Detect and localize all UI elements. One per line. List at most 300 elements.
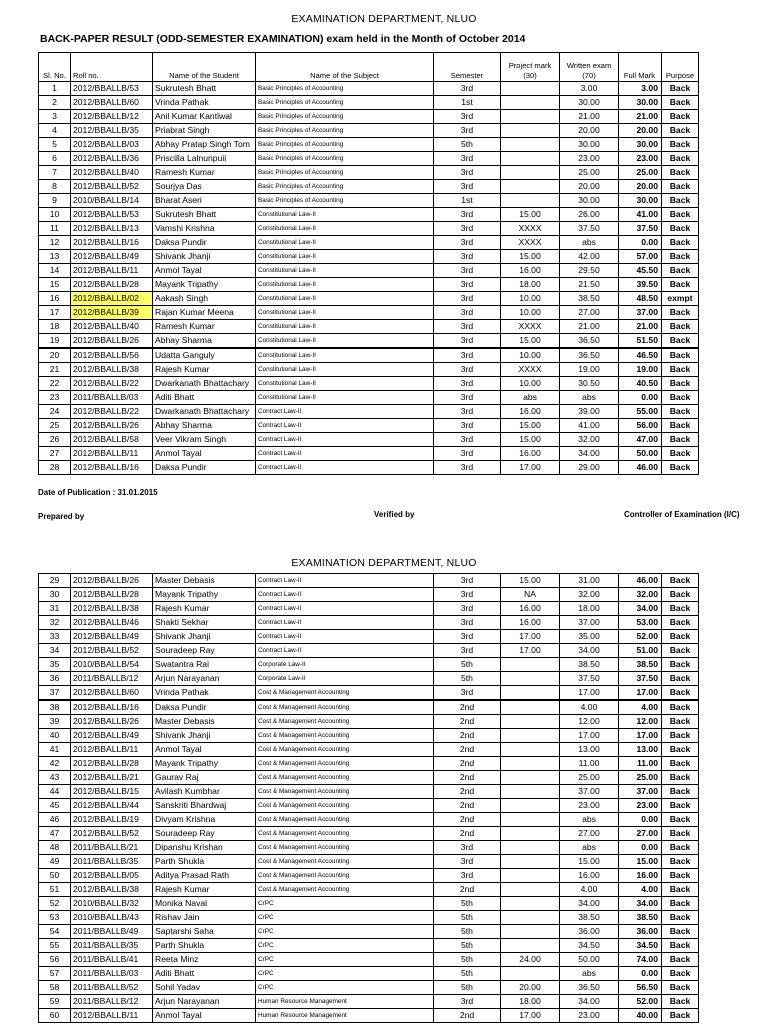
cell-semester: 3rd <box>434 602 501 616</box>
cell-full-mark: 52.00 <box>619 995 662 1009</box>
cell-semester: 2nd <box>434 715 501 729</box>
cell-full-mark: 25.00 <box>619 166 662 180</box>
cell-student-name: Dwarkanath Bhattachary <box>153 405 256 419</box>
cell-written-exam: 4.00 <box>560 883 619 897</box>
cell-sl-no: 57 <box>39 967 71 981</box>
cell-student-name: Abhay Pratap Singh Tom <box>153 138 256 152</box>
cell-roll-no: 2012/BBALLB/39 <box>71 306 153 320</box>
department-heading-page2: EXAMINATION DEPARTMENT, NLUO <box>291 557 477 569</box>
table-row <box>39 630 699 644</box>
cell-project-mark <box>501 869 560 883</box>
cell-written-exam: 37.50 <box>560 222 619 236</box>
cell-sl-no: 25 <box>39 419 71 433</box>
cell-sl-no: 2 <box>39 96 71 110</box>
cell-project-mark: 16.00 <box>501 602 560 616</box>
table-row <box>39 602 699 616</box>
cell-student-name: Ramesh Kumar <box>153 320 256 334</box>
cell-student-name: Daksa Pundir <box>153 700 256 715</box>
cell-project-mark: XXXX <box>501 320 560 334</box>
cell-sl-no: 13 <box>39 250 71 264</box>
cell-subject: Cost & Management Accounting <box>256 715 434 729</box>
cell-purpose: Back <box>662 363 699 377</box>
table-row <box>39 96 699 110</box>
cell-student-name: Souradeep Ray <box>153 827 256 841</box>
cell-sl-no: 31 <box>39 602 71 616</box>
cell-roll-no: 2011/BBALLB/03 <box>71 391 153 405</box>
cell-semester: 2nd <box>434 813 501 827</box>
cell-roll-no: 2012/BBALLB/40 <box>71 320 153 334</box>
table-row <box>39 236 699 250</box>
table-row <box>39 644 699 658</box>
cell-student-name: Gaurav Raj <box>153 771 256 785</box>
cell-written-exam: 34.00 <box>560 644 619 658</box>
cell-student-name: Anil Kumar Kantiwal <box>153 110 256 124</box>
cell-project-mark: XXXX <box>501 363 560 377</box>
cell-student-name: Anmol Tayal <box>153 1009 256 1023</box>
cell-project-mark: 15.00 <box>501 574 560 588</box>
cell-student-name: Sukrutesh Bhatt <box>153 208 256 222</box>
cell-purpose: Back <box>662 757 699 771</box>
table-row <box>39 981 699 995</box>
cell-project-mark: 16.00 <box>501 405 560 419</box>
cell-purpose: Back <box>662 729 699 743</box>
cell-purpose: Back <box>662 658 699 672</box>
cell-project-mark <box>501 911 560 925</box>
cell-subject: Constitutional Law-II <box>256 222 434 236</box>
cell-subject: Human Resource Management <box>256 995 434 1009</box>
table-row <box>39 222 699 236</box>
cell-student-name: Parth Shukla <box>153 939 256 953</box>
table-row <box>39 715 699 729</box>
cell-subject: Cost & Management Accounting <box>256 785 434 799</box>
cell-sl-no: 45 <box>39 799 71 813</box>
cell-subject: CrPC <box>256 967 434 981</box>
cell-roll-no: 2012/BBALLB/49 <box>71 630 153 644</box>
cell-purpose: Back <box>662 869 699 883</box>
cell-full-mark: 20.00 <box>619 180 662 194</box>
cell-written-exam: 38.50 <box>560 911 619 925</box>
cell-semester: 5th <box>434 967 501 981</box>
cell-written-exam: 36.50 <box>560 981 619 995</box>
cell-written-exam: 17.00 <box>560 729 619 743</box>
cell-student-name: Sukrutesh Bhatt <box>153 82 256 96</box>
table-row <box>39 320 699 334</box>
cell-project-mark: 18.00 <box>501 278 560 292</box>
cell-full-mark: 40.50 <box>619 377 662 391</box>
table-row <box>39 138 699 152</box>
cell-subject: Basic Principles of Accounting <box>256 110 434 124</box>
cell-roll-no: 2012/BBALLB/60 <box>71 96 153 110</box>
cell-purpose: exmpt <box>662 292 699 306</box>
cell-subject: CrPC <box>256 911 434 925</box>
cell-written-exam: 34.00 <box>560 897 619 911</box>
cell-project-mark <box>501 700 560 715</box>
cell-subject: Cost & Management Accounting <box>256 855 434 869</box>
cell-subject: Cost & Management Accounting <box>256 869 434 883</box>
cell-sl-no: 58 <box>39 981 71 995</box>
cell-written-exam: 38.50 <box>560 292 619 306</box>
cell-subject: Constitutional Law-II <box>256 208 434 222</box>
table-header-row <box>39 53 699 82</box>
cell-purpose: Back <box>662 419 699 433</box>
cell-semester: 5th <box>434 138 501 152</box>
cell-subject: CrPC <box>256 897 434 911</box>
cell-purpose: Back <box>662 278 699 292</box>
cell-student-name: Mayank Tripathy <box>153 757 256 771</box>
cell-purpose: Back <box>662 152 699 166</box>
cell-sl-no: 50 <box>39 869 71 883</box>
cell-roll-no: 2012/BBALLB/53 <box>71 208 153 222</box>
cell-project-mark: 15.00 <box>501 419 560 433</box>
cell-subject: Cost & Management Accounting <box>256 743 434 757</box>
cell-roll-no: 2012/BBALLB/56 <box>71 348 153 363</box>
cell-roll-no: 2011/BBALLB/49 <box>71 925 153 939</box>
cell-full-mark: 0.00 <box>619 236 662 250</box>
cell-project-mark: 16.00 <box>501 264 560 278</box>
cell-roll-no: 2012/BBALLB/11 <box>71 1009 153 1023</box>
cell-full-mark: 46.00 <box>619 574 662 588</box>
cell-roll-no: 2012/BBALLB/35 <box>71 124 153 138</box>
cell-student-name: Avilash Kumbhar <box>153 785 256 799</box>
cell-sl-no: 16 <box>39 292 71 306</box>
cell-project-mark: 17.00 <box>501 461 560 475</box>
cell-sl-no: 60 <box>39 1009 71 1023</box>
table-row <box>39 995 699 1009</box>
cell-semester: 2nd <box>434 799 501 813</box>
table-row <box>39 743 699 757</box>
cell-subject: Corporate Law-II <box>256 672 434 686</box>
cell-written-exam: 32.00 <box>560 588 619 602</box>
table-row <box>39 939 699 953</box>
cell-written-exam: 15.00 <box>560 855 619 869</box>
cell-sl-no: 3 <box>39 110 71 124</box>
cell-student-name: Bharat Aseri <box>153 194 256 208</box>
cell-semester: 3rd <box>434 616 501 630</box>
cell-project-mark <box>501 82 560 96</box>
cell-subject: Cost & Management Accounting <box>256 799 434 813</box>
cell-subject: Cost & Management Accounting <box>256 700 434 715</box>
cell-roll-no: 2012/BBALLB/13 <box>71 222 153 236</box>
cell-full-mark: 23.00 <box>619 152 662 166</box>
cell-student-name: Mayank Tripathy <box>153 278 256 292</box>
table-row <box>39 967 699 981</box>
cell-semester: 3rd <box>434 292 501 306</box>
cell-roll-no: 2011/BBALLB/35 <box>71 855 153 869</box>
cell-project-mark: 18.00 <box>501 995 560 1009</box>
date-of-publication: Date of Publication : 31.01.2015 <box>38 488 158 497</box>
cell-full-mark: 30.00 <box>619 96 662 110</box>
table-row <box>39 729 699 743</box>
cell-sl-no: 35 <box>39 658 71 672</box>
cell-sl-no: 15 <box>39 278 71 292</box>
cell-purpose: Back <box>662 827 699 841</box>
cell-roll-no: 2012/BBALLB/52 <box>71 180 153 194</box>
cell-student-name: Shivank Jhanji <box>153 250 256 264</box>
cell-student-name: Daksa Pundir <box>153 461 256 475</box>
cell-sl-no: 14 <box>39 264 71 278</box>
cell-roll-no: 2012/BBALLB/22 <box>71 377 153 391</box>
cell-semester: 3rd <box>434 995 501 1009</box>
cell-purpose: Back <box>662 208 699 222</box>
cell-sl-no: 26 <box>39 433 71 447</box>
cell-sl-no: 12 <box>39 236 71 250</box>
cell-student-name: Sanskriti Bhardwaj <box>153 799 256 813</box>
cell-subject: Contract Law-II <box>256 447 434 461</box>
cell-written-exam: 37.00 <box>560 616 619 630</box>
table-row <box>39 334 699 349</box>
cell-sl-no: 30 <box>39 588 71 602</box>
cell-purpose: Back <box>662 447 699 461</box>
cell-full-mark: 21.00 <box>619 110 662 124</box>
table-row <box>39 363 699 377</box>
cell-semester: 3rd <box>434 461 501 475</box>
cell-written-exam: 21.00 <box>560 110 619 124</box>
cell-semester: 3rd <box>434 574 501 588</box>
cell-project-mark <box>501 194 560 208</box>
cell-roll-no: 2012/BBALLB/21 <box>71 771 153 785</box>
cell-roll-no: 2011/BBALLB/12 <box>71 995 153 1009</box>
cell-full-mark: 46.50 <box>619 348 662 363</box>
department-heading: EXAMINATION DEPARTMENT, NLUO <box>291 13 477 25</box>
table-row <box>39 686 699 701</box>
cell-subject: Contract Law-II <box>256 574 434 588</box>
cell-roll-no: 2012/BBALLB/03 <box>71 138 153 152</box>
table-row <box>39 700 699 715</box>
cell-written-exam: 36.50 <box>560 334 619 349</box>
cell-full-mark: 37.50 <box>619 222 662 236</box>
cell-semester: 3rd <box>434 686 501 701</box>
cell-subject: Basic Principles of Accounting <box>256 82 434 96</box>
table-row <box>39 813 699 827</box>
cell-written-exam: abs <box>560 841 619 855</box>
cell-full-mark: 34.00 <box>619 602 662 616</box>
cell-sl-no: 18 <box>39 320 71 334</box>
cell-purpose: Back <box>662 953 699 967</box>
cell-full-mark: 19.00 <box>619 363 662 377</box>
cell-sl-no: 38 <box>39 700 71 715</box>
cell-full-mark: 52.00 <box>619 630 662 644</box>
cell-student-name: Shivank Jhanji <box>153 630 256 644</box>
cell-roll-no: 2012/BBALLB/05 <box>71 869 153 883</box>
cell-semester: 3rd <box>434 334 501 349</box>
table-body-page1 <box>39 82 699 475</box>
cell-full-mark: 30.00 <box>619 194 662 208</box>
cell-roll-no: 2010/BBALLB/54 <box>71 658 153 672</box>
cell-full-mark: 17.00 <box>619 686 662 701</box>
cell-sl-no: 52 <box>39 897 71 911</box>
cell-purpose: Back <box>662 911 699 925</box>
cell-student-name: Priscilla Lalnunpuii <box>153 152 256 166</box>
table-row <box>39 855 699 869</box>
cell-project-mark: 17.00 <box>501 644 560 658</box>
table-row <box>39 658 699 672</box>
cell-written-exam: 26.00 <box>560 208 619 222</box>
cell-purpose: Back <box>662 306 699 320</box>
cell-semester: 3rd <box>434 264 501 278</box>
cell-semester: 3rd <box>434 363 501 377</box>
cell-semester: 3rd <box>434 630 501 644</box>
cell-purpose: Back <box>662 981 699 995</box>
cell-full-mark: 37.00 <box>619 306 662 320</box>
header-sl-no: Sl. No. <box>39 53 71 82</box>
cell-subject: Constitutional Law-II <box>256 264 434 278</box>
cell-semester: 3rd <box>434 841 501 855</box>
cell-project-mark <box>501 967 560 981</box>
cell-project-mark <box>501 686 560 701</box>
cell-project-mark <box>501 883 560 897</box>
cell-subject: Cost & Management Accounting <box>256 771 434 785</box>
cell-sl-no: 39 <box>39 715 71 729</box>
cell-student-name: Shakti Sekhar <box>153 616 256 630</box>
cell-roll-no: 2010/BBALLB/43 <box>71 911 153 925</box>
cell-subject: Human Resource Management <box>256 1009 434 1023</box>
cell-written-exam: abs <box>560 236 619 250</box>
cell-student-name: Aditi Bhatt <box>153 391 256 405</box>
cell-written-exam: 23.00 <box>560 152 619 166</box>
cell-purpose: Back <box>662 700 699 715</box>
cell-student-name: Shivank Jhanji <box>153 729 256 743</box>
cell-semester: 2nd <box>434 1009 501 1023</box>
results-table-page1 <box>38 52 699 475</box>
cell-roll-no: 2012/BBALLB/49 <box>71 729 153 743</box>
cell-project-mark: 10.00 <box>501 292 560 306</box>
cell-full-mark: 11.00 <box>619 757 662 771</box>
results-table-page2 <box>38 573 699 1023</box>
cell-full-mark: 56.00 <box>619 419 662 433</box>
cell-purpose: Back <box>662 925 699 939</box>
cell-sl-no: 44 <box>39 785 71 799</box>
cell-sl-no: 29 <box>39 574 71 588</box>
table-row <box>39 208 699 222</box>
cell-subject: Basic Principles of Accounting <box>256 194 434 208</box>
header-semester: Semester <box>434 53 501 82</box>
cell-purpose: Back <box>662 96 699 110</box>
table-row <box>39 461 699 475</box>
cell-sl-no: 9 <box>39 194 71 208</box>
cell-sl-no: 24 <box>39 405 71 419</box>
cell-roll-no: 2012/BBALLB/28 <box>71 588 153 602</box>
table-row <box>39 194 699 208</box>
cell-sl-no: 48 <box>39 841 71 855</box>
cell-sl-no: 23 <box>39 391 71 405</box>
cell-full-mark: 0.00 <box>619 813 662 827</box>
cell-purpose: Back <box>662 588 699 602</box>
cell-student-name: Rishav Jain <box>153 911 256 925</box>
table-row <box>39 110 699 124</box>
cell-project-mark: 20.00 <box>501 981 560 995</box>
cell-purpose: Back <box>662 194 699 208</box>
cell-written-exam: 25.00 <box>560 166 619 180</box>
table-row <box>39 82 699 96</box>
cell-written-exam: 27.00 <box>560 306 619 320</box>
table-row <box>39 250 699 264</box>
cell-subject: CrPC <box>256 925 434 939</box>
cell-student-name: Rajan Kumar Meena <box>153 306 256 320</box>
cell-roll-no: 2012/BBALLB/58 <box>71 433 153 447</box>
cell-written-exam: 16.00 <box>560 869 619 883</box>
cell-written-exam: 34.00 <box>560 995 619 1009</box>
cell-sl-no: 17 <box>39 306 71 320</box>
cell-written-exam: 27.00 <box>560 827 619 841</box>
cell-purpose: Back <box>662 166 699 180</box>
cell-project-mark <box>501 799 560 813</box>
table-row <box>39 377 699 391</box>
cell-purpose: Back <box>662 672 699 686</box>
cell-semester: 3rd <box>434 869 501 883</box>
cell-roll-no: 2012/BBALLB/11 <box>71 447 153 461</box>
header-student-name: Name of the Student <box>153 53 256 82</box>
cell-sl-no: 56 <box>39 953 71 967</box>
cell-sl-no: 10 <box>39 208 71 222</box>
cell-sl-no: 34 <box>39 644 71 658</box>
cell-sl-no: 1 <box>39 82 71 96</box>
cell-semester: 2nd <box>434 785 501 799</box>
cell-semester: 5th <box>434 897 501 911</box>
cell-written-exam: 13.00 <box>560 743 619 757</box>
cell-written-exam: 32.00 <box>560 433 619 447</box>
cell-student-name: Rajesh Kumar <box>153 883 256 897</box>
cell-written-exam: 41.00 <box>560 419 619 433</box>
table-row <box>39 925 699 939</box>
cell-roll-no: 2010/BBALLB/32 <box>71 897 153 911</box>
cell-sl-no: 33 <box>39 630 71 644</box>
controller-of-examination: Controller of Examination (I/C) <box>624 510 740 519</box>
cell-full-mark: 32.00 <box>619 588 662 602</box>
cell-full-mark: 46.00 <box>619 461 662 475</box>
cell-project-mark <box>501 841 560 855</box>
cell-project-mark <box>501 771 560 785</box>
cell-written-exam: 4.00 <box>560 700 619 715</box>
cell-semester: 1st <box>434 96 501 110</box>
cell-full-mark: 55.00 <box>619 405 662 419</box>
cell-full-mark: 30.00 <box>619 138 662 152</box>
cell-purpose: Back <box>662 236 699 250</box>
table-row <box>39 264 699 278</box>
cell-full-mark: 36.00 <box>619 925 662 939</box>
cell-student-name: Sohil Yadav <box>153 981 256 995</box>
cell-written-exam: 35.00 <box>560 630 619 644</box>
cell-subject: Cost & Management Accounting <box>256 841 434 855</box>
cell-student-name: Anmol Tayal <box>153 743 256 757</box>
cell-purpose: Back <box>662 602 699 616</box>
cell-written-exam: 37.00 <box>560 785 619 799</box>
cell-subject: Cost & Management Accounting <box>256 827 434 841</box>
cell-purpose: Back <box>662 180 699 194</box>
cell-semester: 3rd <box>434 82 501 96</box>
cell-subject: Constitutional Law-II <box>256 278 434 292</box>
table-row <box>39 180 699 194</box>
cell-purpose: Back <box>662 250 699 264</box>
cell-semester: 3rd <box>434 377 501 391</box>
cell-written-exam: 38.50 <box>560 658 619 672</box>
cell-sl-no: 36 <box>39 672 71 686</box>
cell-roll-no: 2011/BBALLB/21 <box>71 841 153 855</box>
cell-purpose: Back <box>662 377 699 391</box>
cell-purpose: Back <box>662 630 699 644</box>
cell-semester: 3rd <box>434 320 501 334</box>
cell-sl-no: 21 <box>39 363 71 377</box>
cell-purpose: Back <box>662 939 699 953</box>
cell-written-exam: 34.00 <box>560 447 619 461</box>
cell-project-mark: 17.00 <box>501 630 560 644</box>
cell-student-name: Daksa Pundir <box>153 236 256 250</box>
cell-purpose: Back <box>662 1009 699 1023</box>
cell-full-mark: 51.00 <box>619 644 662 658</box>
cell-student-name: Vrinda Pathak <box>153 686 256 701</box>
table-row <box>39 588 699 602</box>
cell-sl-no: 53 <box>39 911 71 925</box>
cell-purpose: Back <box>662 82 699 96</box>
